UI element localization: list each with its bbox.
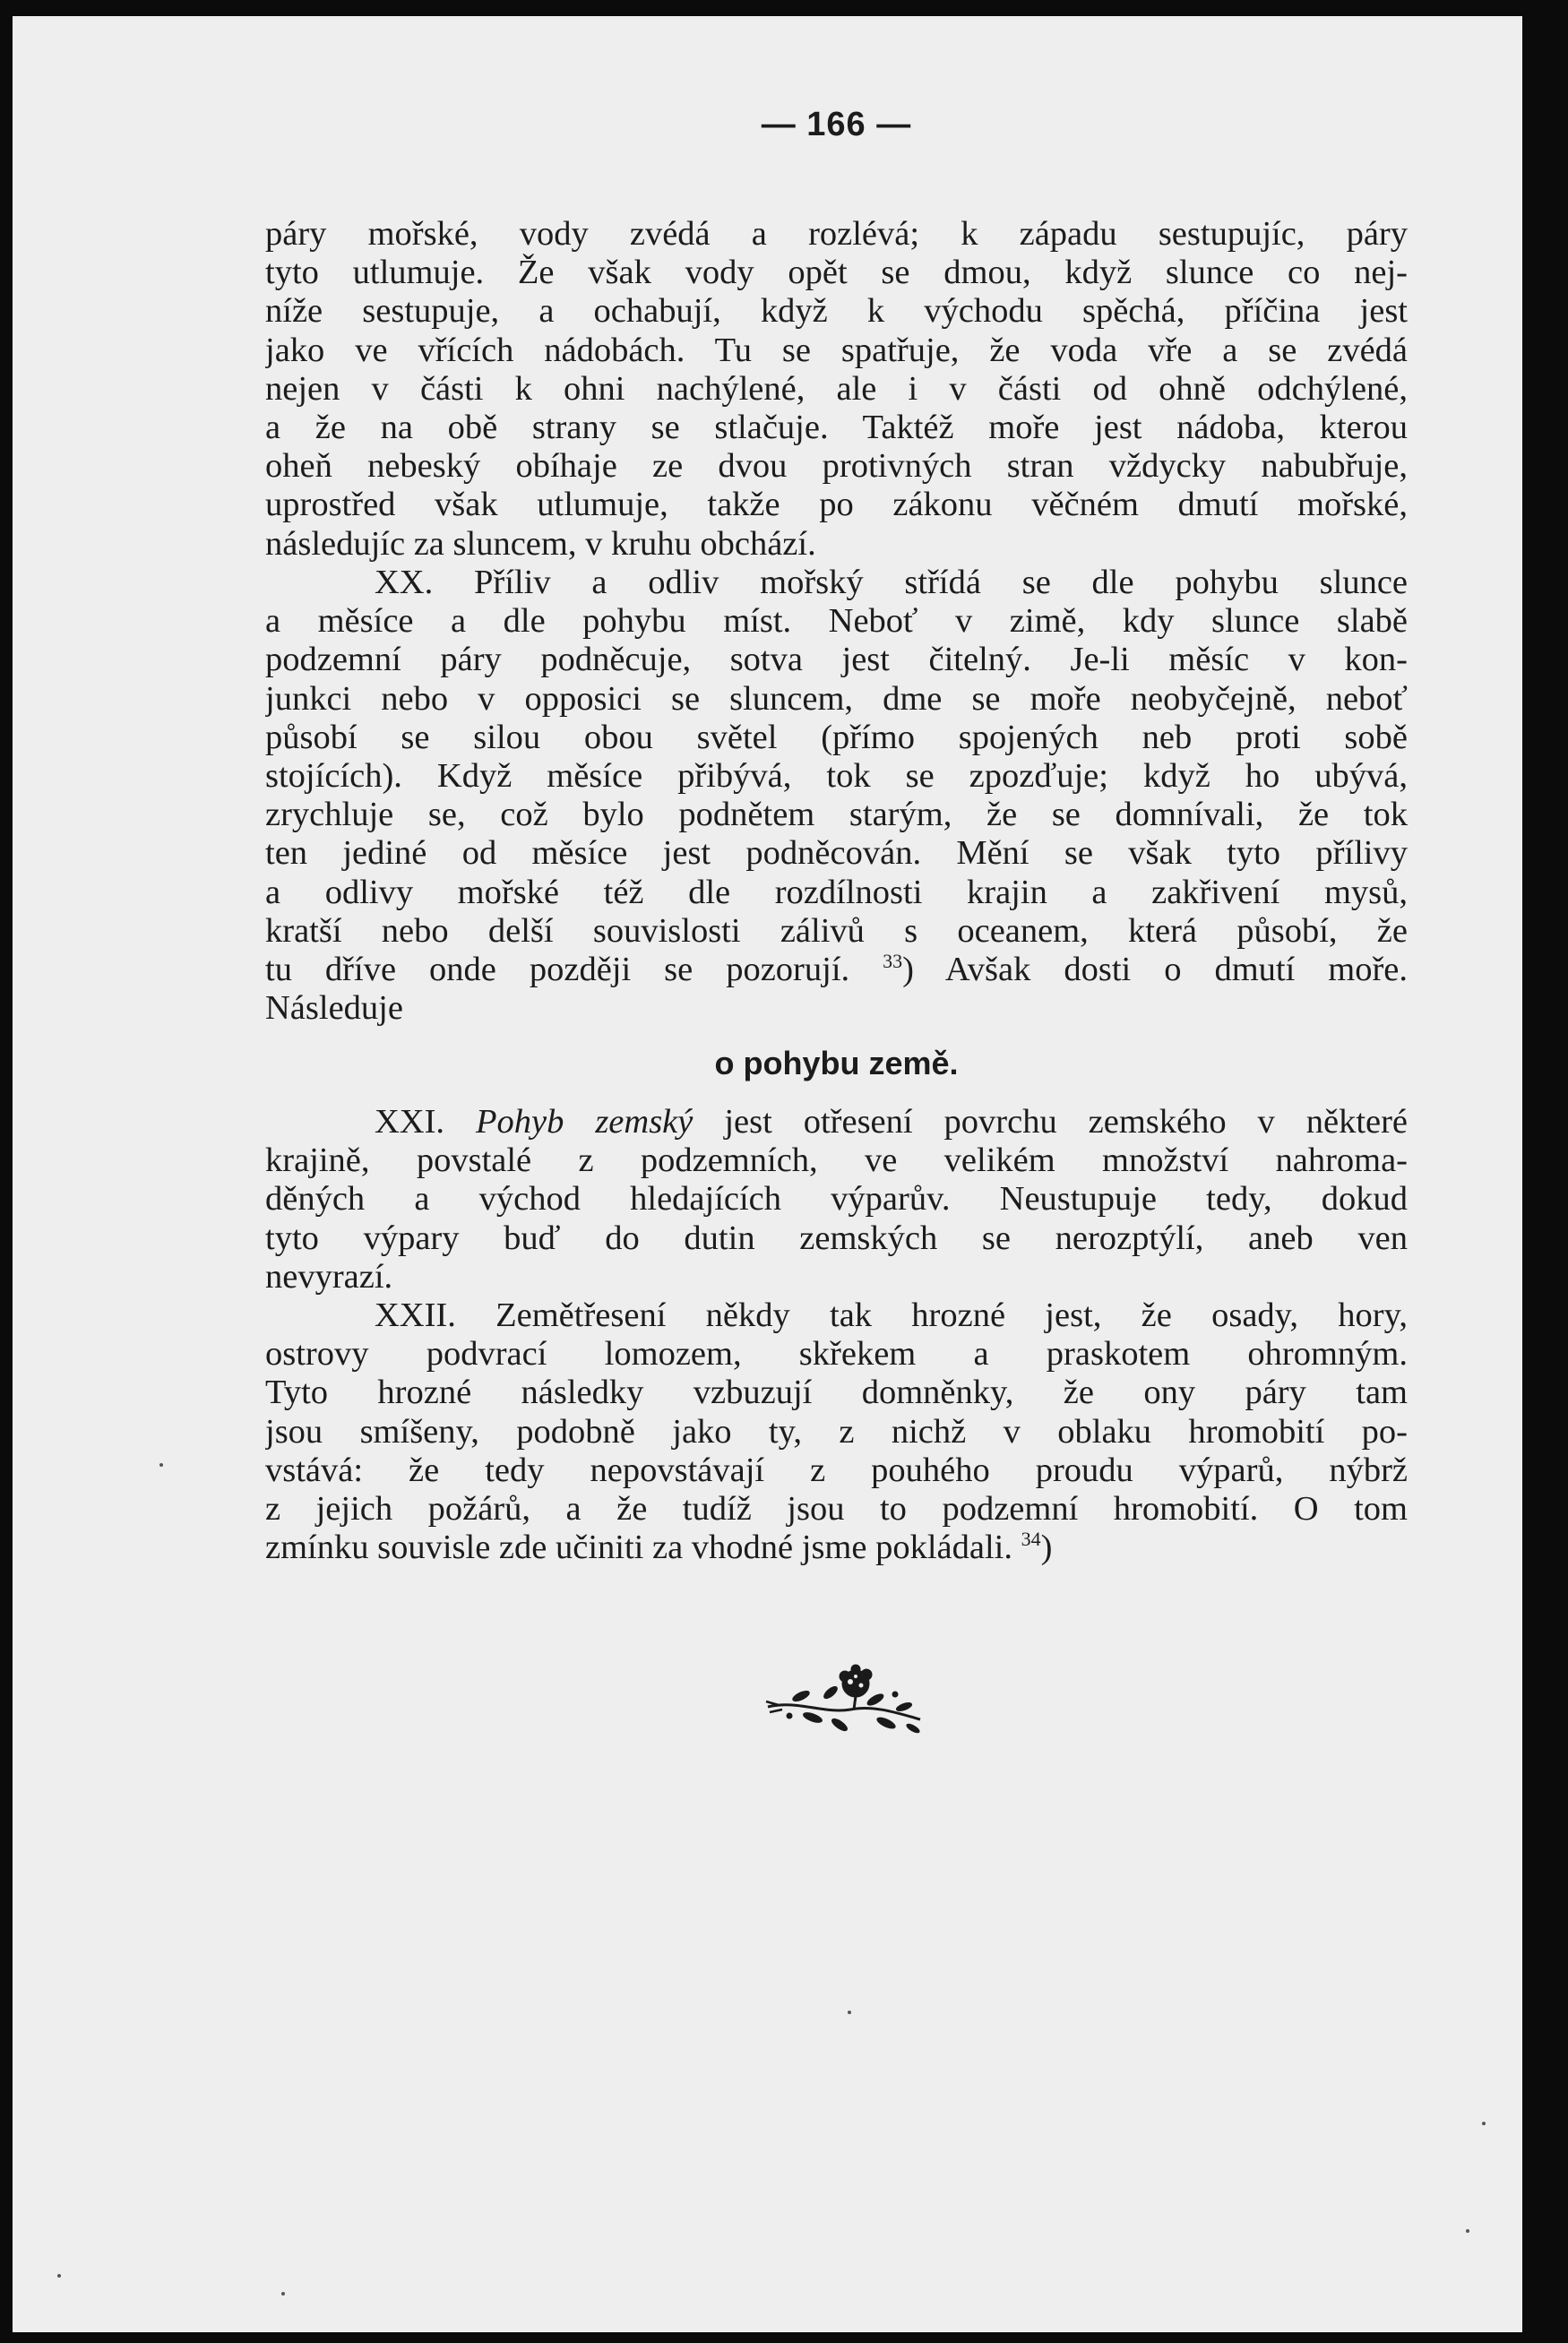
text-line: a že na obě strany se stlačuje. Taktéž moře jest nádoba, kterou — [265, 409, 1408, 447]
section-heading: o pohybu země. — [714, 1045, 959, 1081]
text-line-with-note — [265, 1529, 1408, 1567]
italic-term: Pohyb zemský — [476, 1103, 694, 1141]
speck — [281, 2292, 285, 2296]
text-line: junkci nebo v opposici se sluncem, dme se moře neobyčejně, neboť — [265, 679, 1408, 718]
text-line: uprostřed však utlumuje, takže po zákonu věčném dmutí mořské, — [265, 486, 1408, 524]
text-line: oheň nebeský obíhaje ze dvou protivných stran vždycky nabubřuje, — [265, 447, 1408, 486]
paragraph-tides-intro — [265, 215, 1408, 564]
text-line: níže sestupuje, a ochabují, když k východu spěchá, příčina jest — [265, 292, 1408, 331]
paragraph-xxi-earthquake — [265, 1103, 1408, 1296]
text-line: páry mořské, vody zvédá a rozlévá; k západu sestupujíc, páry — [265, 215, 1408, 253]
text-line: nevyrazí. — [265, 1257, 393, 1296]
footnote-marker-34: 34 — [1021, 1529, 1041, 1551]
text-line: Následuje — [265, 989, 403, 1028]
page-number: — 166 — — [761, 106, 912, 143]
text-line: působí se silou obou světel (přímo spojených neb proti sobě — [265, 718, 1408, 756]
speck — [159, 1463, 163, 1467]
text-line: Tyto hrozné následky vzbuzují domněnky, že ony páry tam — [265, 1374, 1408, 1412]
paragraph-xxii-earthquake — [265, 1296, 1408, 1567]
text-line: zrychluje se, což bylo podnětem starým, že se domnívali, že tok — [265, 796, 1408, 834]
text-fragment: ) — [1040, 1529, 1053, 1567]
text-line: vstává: že tedy nepovstávají z pouhého proudu výparů, nýbrž — [265, 1451, 1408, 1489]
text-line: a odlivy mořské též dle rozdílnosti krajin a zakřivení mysů, — [265, 873, 1408, 911]
speck — [1466, 2229, 1469, 2233]
text-line: jsou smíšeny, podobně jako ty, z nichž v oblaku hromobití po- — [265, 1412, 1408, 1451]
speck — [1482, 2122, 1486, 2125]
paragraph-label: XXI. — [375, 1103, 445, 1141]
text-line: krajině, povstalé z podzemních, ve velikém množství nahroma- — [265, 1141, 1408, 1180]
text-fragment: jest otřesení povrchu zemského v některé — [724, 1103, 1408, 1141]
text-line: ostrovy podvrací lomozem, skřekem a praskotem ohromným. — [265, 1335, 1408, 1374]
text-line: tyto výpary buď do dutin zemských se nerozptýlí, aneb ven — [265, 1219, 1408, 1257]
footnote-marker-33: 33 — [883, 951, 903, 973]
text-line-with-term — [265, 1103, 1408, 1141]
speck — [57, 2274, 61, 2278]
paragraph-xx-tides — [265, 564, 1408, 1028]
text-line: z jejich požárů, a že tudíž jsou to podzemní hromobití. O tom — [265, 1490, 1408, 1529]
text-line: tyto utlumuje. Že však vody opět se dmou, když slunce co nej- — [265, 254, 1408, 292]
scanned-page — [13, 16, 1522, 2332]
text-line: XXII. Zemětřesení někdy tak hrozné jest, že osady, hory, — [375, 1296, 1408, 1334]
text-line: XX. Příliv a odliv mořský střídá se dle pohybu slunce — [375, 564, 1408, 601]
text-fragment: ) Avšak dosti o dmutí moře. — [902, 951, 1408, 989]
text-line: kratší nebo delší souvislosti zálivů s oceanem, která působí, že — [265, 911, 1408, 950]
text-line: stojících). Když měsíce přibývá, tok se zpozďuje; když ho ubývá, — [265, 757, 1408, 796]
text-fragment: tu dříve onde později se pozorují. — [265, 951, 850, 989]
speck — [848, 2011, 851, 2014]
text-fragment: zmínku souvisle zde učiniti za vhodné jsme pokládali. — [265, 1529, 1012, 1567]
text-line: ten jediné od měsíce jest podněcován. Mění se však tyto přílivy — [265, 834, 1408, 873]
text-line: následujíc za sluncem, v kruhu obchází. — [265, 524, 816, 563]
text-line: děných a východ hledajících výparův. Neustupuje tedy, dokud — [265, 1180, 1408, 1219]
text-line: a měsíce a dle pohybu míst. Neboť v zimě, kdy slunce slabě — [265, 602, 1408, 641]
floral-vignette-icon — [761, 1660, 926, 1741]
text-line: nejen v části k ohni nachýlené, ale i v části od ohně odchýlené, — [265, 369, 1408, 408]
text-line-with-note — [265, 951, 1408, 989]
text-line: jako ve vřících nádobách. Tu se spatřuje, že voda vře a se zvédá — [265, 331, 1408, 369]
text-line: podzemní páry podněcuje, sotva jest čitelný. Je-li měsíc v kon- — [265, 641, 1408, 679]
